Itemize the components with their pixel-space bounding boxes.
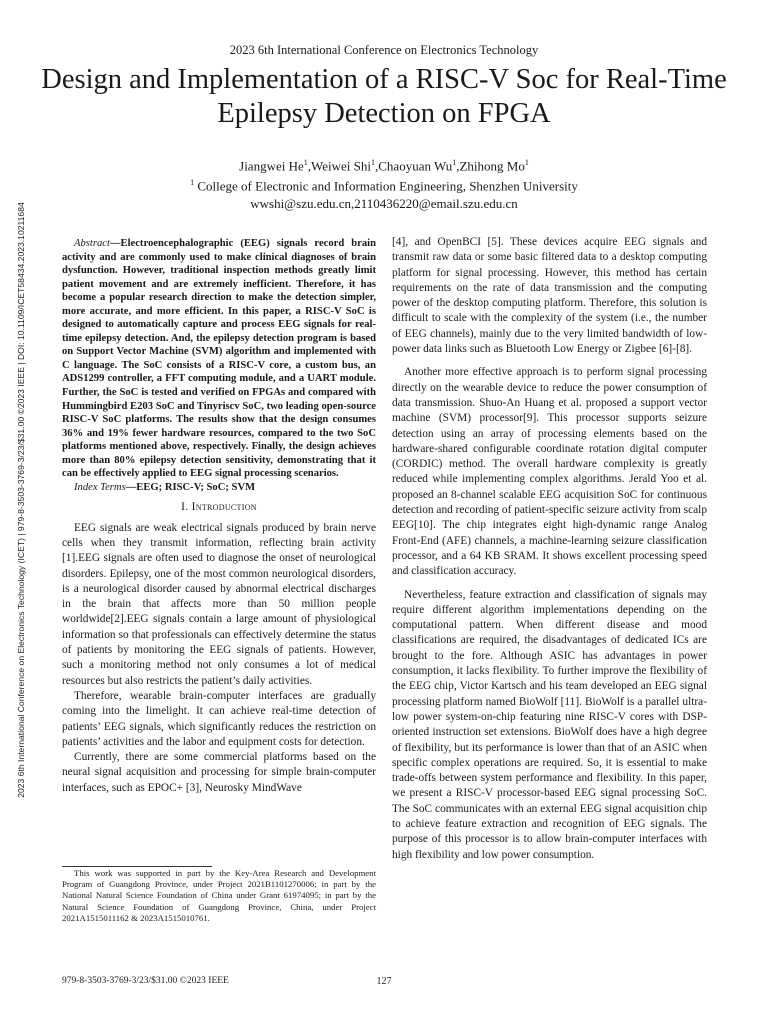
index-terms [62,481,376,495]
index-terms-text: —EEG; RISC-V; SoC; SVM [125,481,256,493]
abstract-label: Abstract [74,238,110,249]
left-column [62,237,376,796]
page-number: 127 [376,976,392,987]
body-paragraph: Currently, there are some commercial platforms based on the neural signal acquisition and processing for simple brain-computer interfaces, such as EPOC+ [3], Neurosky MindWave [62,751,376,794]
funding-footnote: This work was supported in part by the Key-Area Research and Development Program of Guangdong Province, under Project 2021B1101270006; in part by the National Natural Science Foundation of China under Grant 61974095; in part by the Natural Science Foundation of Guangdong Province, China, under Project 2021A1515011162 & 2023A1515010761. [62,868,376,923]
author-affiliation: $^1$ College of Electronic and Information Engineering, Shenzhen University [190,178,578,194]
body-paragraph: EEG signals are weak electrical signals produced by brain nerve cells when they transmit information, reflecting brain activity [1].EEG signals are often used to diagnose the onset of neurological disorders. Epilepsy, one of the most common neurological disorders, is a neurological disorder caused by abnormal electrical discharges in the brain that affects more than 50 million people worldwide[2].EEG signals contain a large amount of physiological information so that professionals can effectively determine the status of patients by monitoring the EEG signals of patients. However, such a monitoring method not only consumes a lot of medical resources but also restricts the patient’s daily activities. [62,521,376,687]
paper-title: Design and Implementation of a RISC-V Soc for Real-Time Epilepsy Detection on FPGA [41,64,727,129]
author-name: Weiwei Shi [311,158,371,174]
body-paragraph: Nevertheless, feature extraction and classification of signals may require different algorithm implementations depending on the computational pattern. When different disease and mood classifications are required, the disadvantages of dedicated ICs are brought to the fore. Although ASIC has advantages in power consumption, it lacks flexibility. To further improve the flexibility of the EEG chip, Victor Kartsch and his team developed an EEG signal processing platform named BioWolf [11]. BioWolf is a parallel ultra-low power system-on-chip featuring nine RISC-V cores with DSP-oriented instruction set extensions. BioWolf does have a high degree of flexibility, but its performance is lower than that of an ASIC when specific complex operations are required. So, it is essential to make trade-offs between system performance and flexibility. In this paper, we present a RISC-V processor-based EEG signal processing SoC. The SoC communicates with an external EEG signal acquisition chip to achieve feature extraction and recognition of EEG signals. The purpose of this processor is to allow brain-computer interfaces with high flexibility and low power consumption. [392,588,707,861]
abstract-text: —Electroencephalographic (EEG) signals record brain activity and are commonly used to make clinical diagnoses of brain dysfunction. However, traditional inspection methods greatly limit patient movement and are extremely inefficient. Therefore, it has become a popular research direction to make the detection simpler, more accurate, and more efficient. In this paper, a RISC-V SoC is designed to automatically capture and process EEG signals for real-time epilepsy detection. And, the epilepsy detection program is based on Support Vector Machine (SVM) algorithm and implemented with C language. The SoC consists of a RISC-V core, a custom bus, an ADS1299 controller, a FFT computing module, and a UART module. Further, the SoC is tested and verified on FPGAs and compared with Hummingbird E203 SoC and Tinyriscv SoC, two leading open-source RISC-V SoC platforms. The results show that the design consumes 36% and 19% fewer hardware resources, compared to the two SoC platforms mentioned above, respectively. Finally, the design achieves more than 80% epilepsy detection sensitivity, demonstrating that it can be effectively applied to EEG signal processing scenarios. [62,238,376,480]
author-name: Chaoyuan Wu [378,158,453,174]
author-affiliation-mark: 1 [452,158,457,167]
abstract [62,237,376,481]
body-paragraph: Another more effective approach is to perform signal processing directly on the wearable device to reduce the power consumption of data transmission. Shuo-An Huang et al. proposed a support vector machine (SVM) processor[9]. This processor supports seizure detection using an array of processing elements based on the hardware-shared configurable coordinate rotation digital computer (CORDIC) method. The overall hardware complexity is greatly reduced while implementing complex algorithms. Jerald Yoo et al. proposed an 8-channel scalable EEG acquisition SoC for continuous detection and recording of patient-specific seizure activity from scalp EEG[10]. The chip integrates eight high-dynamic range Analog Front-End (AFE) channels, a machine-learning seizure classification processor, and a 64 KB SRAM. It shows excellent processing speed and classification accuracy. [392,366,707,578]
author-names: Jiangwei He$^1$,Weiwei Shi$^1$,Chaoyuan Wu$^1$,Zhihong Mo$^1$ [239,158,529,174]
conference-header: 2023 6th International Conference on Electronics Technology [229,43,539,57]
copyright-footer: 979-8-3503-3769-3/23/$31.00 ©2023 IEEE [62,976,229,986]
author-name: Jiangwei He [239,158,304,174]
author-affiliation-mark: 1 [371,158,375,167]
side-identifier [14,180,28,820]
body-paragraph: Therefore, wearable brain-computer interfaces are gradually coming into the limelight. It can achieve real-time detection of patients’ EEG signals, which significantly reduces the restriction on patients’ activities and the labor and equipment costs for detection. [62,689,376,748]
author-emails: wwshi@szu.edu.cn,2110436220@email.szu.edu.cn [250,195,518,211]
section-heading: I. Introduction [181,501,257,514]
author-affiliation-mark: 1 [303,158,308,167]
footnote-rule [62,866,212,867]
author-block [0,154,768,212]
side-identifier-text: 2023 6th International Conference on Electronics Technology (ICET) | 979-8-3503-3769-3/23/$31.00 ©2023 IEEE | DOI: 10.1109/ICET58434.2023.10211684 [16,202,26,798]
index-terms-label: Index Terms [74,481,126,493]
author-name: Zhihong Mo [459,158,525,174]
body-paragraph: [4], and OpenBCI [5]. These devices acquire EEG signals and transmit raw data or some basic filtered data to a desktop computing platform for signal processing. However, this method has certain requirements on the rate of data transmission and the computing power of the desktop computing platform. Therefore, this solution is difficult to scale with the complexity of the system (i.e., the number of EEG channels), mainly due to the very limited bandwidth of low-power data links such as Bluetooth Low Energy or Zigbee [6]-[8]. [392,236,707,356]
author-affiliation-mark: 1 [524,158,529,167]
right-column [392,235,707,863]
